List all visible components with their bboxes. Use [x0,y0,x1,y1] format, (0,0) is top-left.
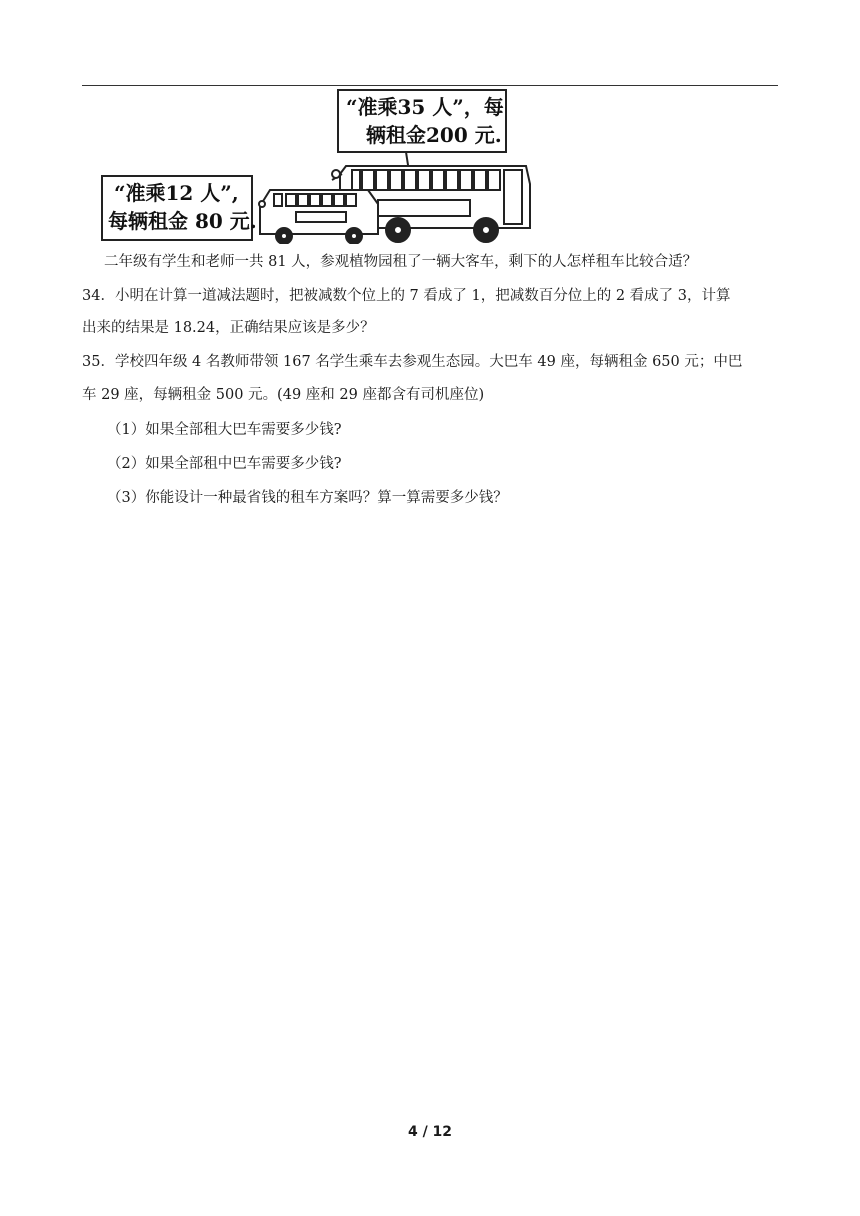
q35-sub1: （1）如果全部租大巴车需要多少钱? [107,422,342,438]
q35-line1: 35．学校四年级 4 名教师带领 167 名学生乘车去参观生态园。大巴车 49 座，每辆租金 650 元；中巴 [82,354,743,370]
q35-line2: 车 29 座，每辆租金 500 元。(49 座和 29 座都含有司机座位) [82,387,485,403]
q34-line2: 出来的结果是 18.24，正确结果应该是多少？ [82,320,375,336]
q33-text: 二年级有学生和老师一共 81 人，参观植物园租了一辆大客车，剩下的人怎样租车比较合适？ [104,254,698,270]
q35-sub2: （2）如果全部租中巴车需要多少钱? [107,456,342,472]
big-bus-sign-line2: 辆租金200 元. [366,123,502,147]
small-bus-icon [259,190,378,244]
small-bus-sign-line1: “准乘12 人”, [114,181,239,205]
small-bus-sign-line2: 每辆租金 80 元. [108,209,257,233]
bus-illustration [100,88,532,244]
q34-line1: 34．小明在计算一道减法题时，把被减数个位上的 7 看成了 1，把减数百分位上的 2 看成了 3，计算 [82,288,731,304]
big-bus-sign-line1: “准乘35 人”，每 [346,95,504,119]
q35-sub3: （3）你能设计一种最省钱的租车方案吗？算一算需要多少钱？ [107,490,508,506]
page-number: 4 / 12 [407,1124,453,1140]
header-rule [82,85,778,86]
